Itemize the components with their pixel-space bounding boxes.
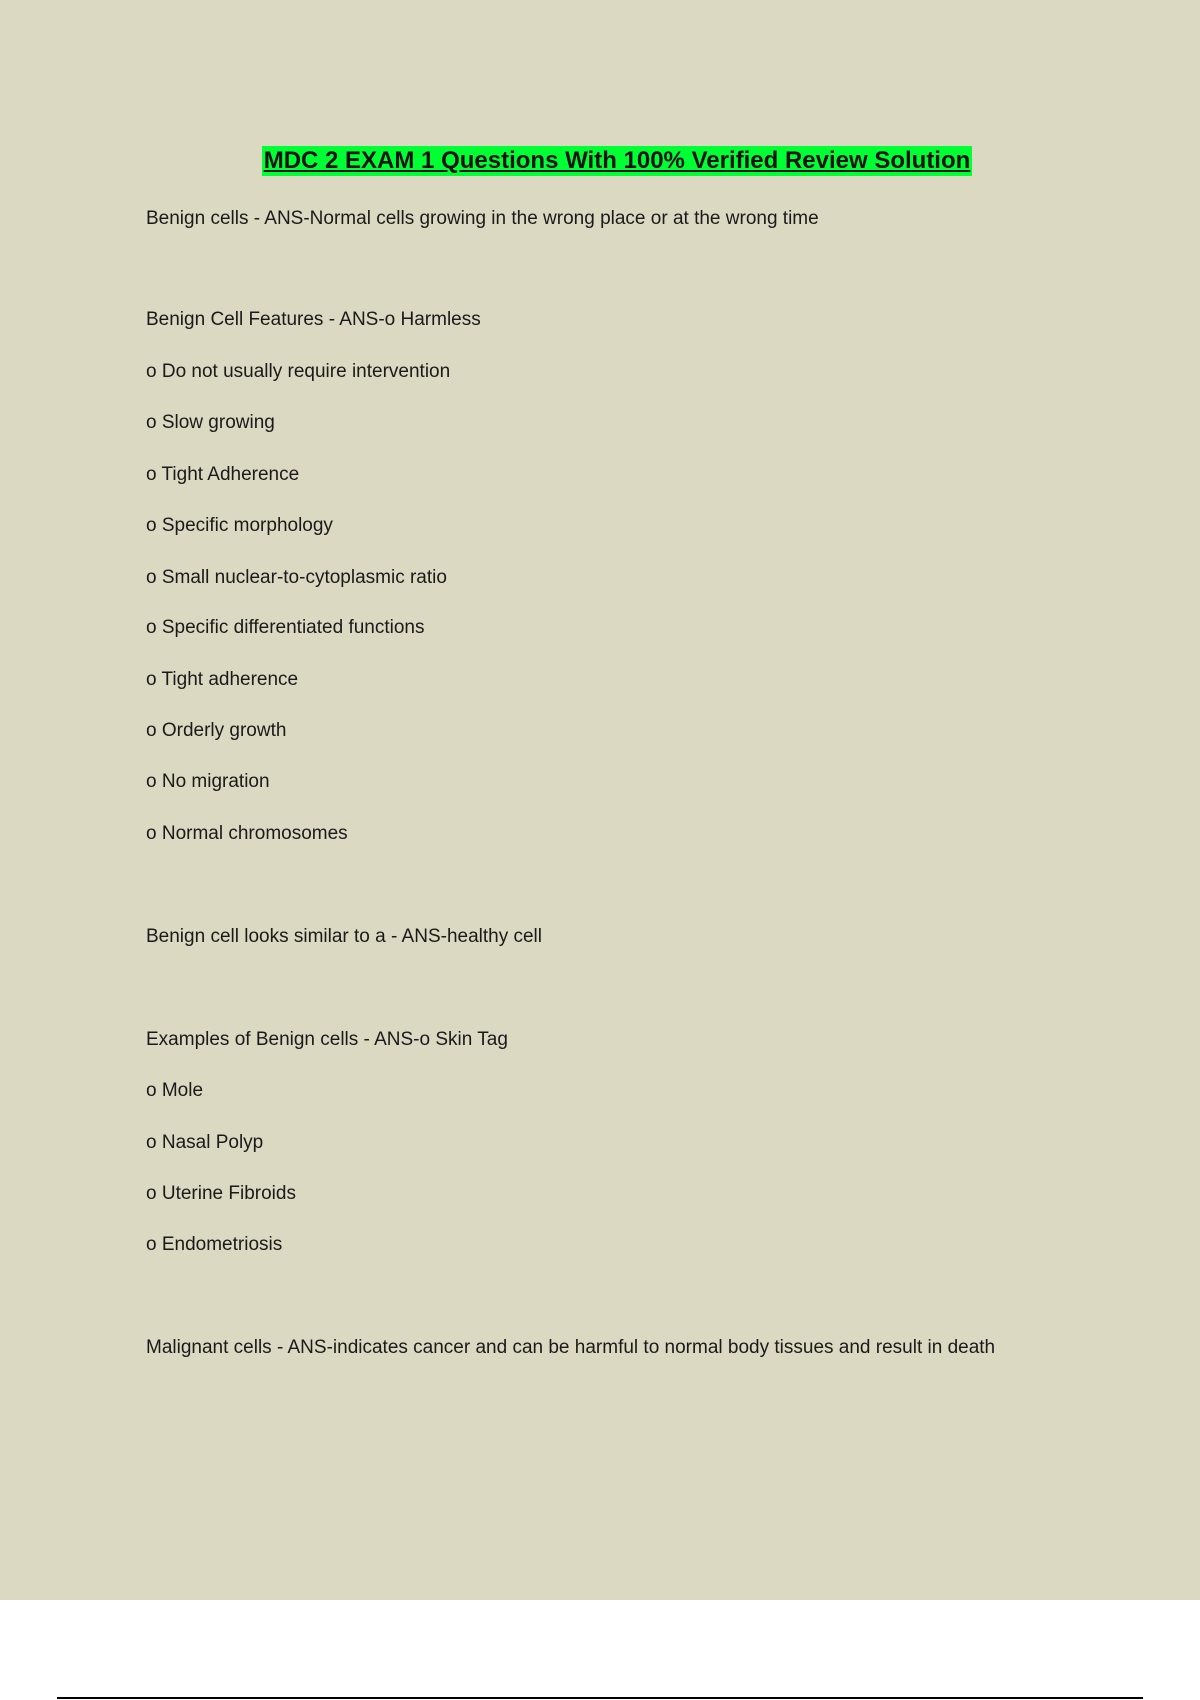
title-container — [146, 146, 1088, 176]
bullet-line: o Small nuclear-to-cytoplasmic ratio — [146, 567, 447, 588]
bullet-line: o No migration — [146, 771, 270, 792]
bullet-line: o Orderly growth — [146, 720, 287, 741]
bullet-line: o Tight adherence — [146, 669, 299, 690]
bullet-line: o Do not usually require intervention — [146, 361, 451, 382]
bullet-line: o Specific morphology — [146, 515, 333, 536]
footer-divider — [57, 1697, 1143, 1699]
bullet-line: o Nasal Polyp — [146, 1132, 264, 1153]
text-line: Benign cell looks similar to a - ANS-healthy cell — [146, 926, 543, 947]
bullet-line: o Mole — [146, 1080, 204, 1101]
text-line: Benign Cell Features - ANS-o Harmless — [146, 309, 481, 330]
text-line: Benign cells - ANS-Normal cells growing in the wrong place or at the wrong time — [146, 208, 819, 229]
bullet-line: o Tight Adherence — [146, 464, 300, 485]
bullet-line: o Normal chromosomes — [146, 823, 348, 844]
text-line: Examples of Benign cells - ANS-o Skin Tag — [146, 1029, 508, 1050]
bullet-line: o Slow growing — [146, 412, 275, 433]
bullet-line: o Specific differentiated functions — [146, 617, 425, 638]
page-footer — [0, 1600, 1200, 1700]
text-line: Malignant cells - ANS-indicates cancer and can be harmful to normal body tissues and result in death — [146, 1337, 996, 1358]
bullet-line: o Endometriosis — [146, 1234, 283, 1255]
bullet-line: o Uterine Fibroids — [146, 1183, 296, 1204]
document-title: MDC 2 EXAM 1 Questions With 100% Verified Review Solution — [263, 147, 971, 174]
